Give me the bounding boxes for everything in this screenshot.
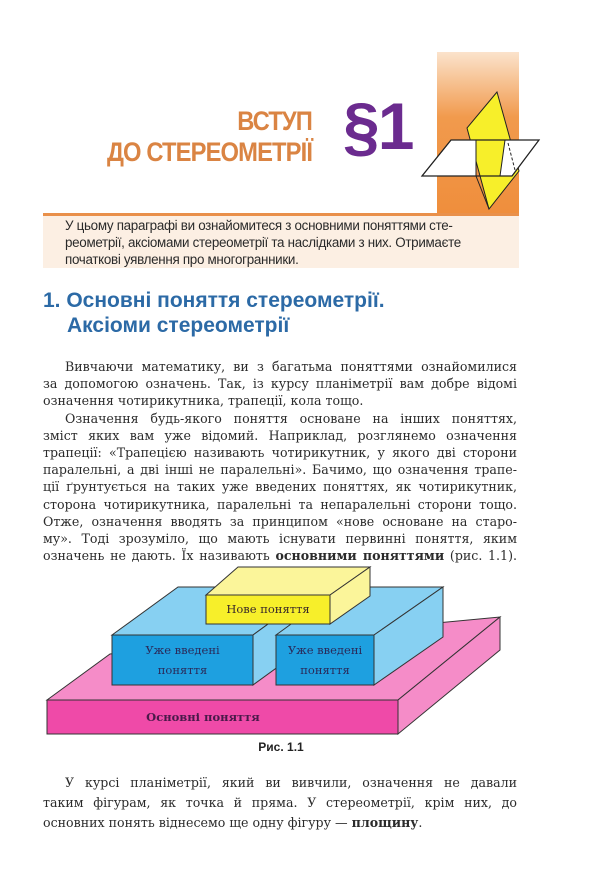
- figure-caption: Рис. 1.1: [258, 740, 304, 754]
- label-line: Уже введені: [287, 643, 363, 657]
- text-line: означення чотирикутника, трапеції, кола тощо.: [43, 393, 364, 408]
- text-line: зміст яких вам уже відомий. Наприклад, розглянемо означення: [43, 428, 517, 443]
- text-line: У курсі планіметрії, який ви вивчили, означення не давали: [65, 775, 517, 790]
- chapter-title-line2: ДО СТЕРЕОМЕТРІЇ: [106, 137, 312, 167]
- text-line: Означення будь-якого поняття основане на інших поняттях,: [65, 411, 517, 426]
- text-line: таким фігурам, як точка й пряма. У стереометрії, крім них, до: [43, 795, 517, 810]
- section-subheading: Аксіоми стереометрії: [67, 314, 290, 337]
- text-line: му». Тоді зрозуміло, що мають існувати первинні поняття, яким: [43, 531, 517, 546]
- label-basic-concepts: Основні поняття: [146, 710, 260, 724]
- label-line: поняття: [300, 663, 350, 677]
- bold-term: основними поняттями: [275, 548, 445, 563]
- intro-line: У цьому параграфі ви ознайомитеся з основними поняттями сте-: [65, 218, 453, 233]
- intro-line: реометрії, аксіомами стереометрії та наслідками з них. Отримаєте: [65, 235, 461, 250]
- text-line: трапеції: «Трапецією називають чотирикутник, у якого дві сторони: [43, 445, 517, 460]
- text-line: Вивчаючи математику, ви з багатьма поняттями ознайомилися: [65, 359, 517, 374]
- label-new-concept: Нове поняття: [226, 602, 310, 616]
- section-number: §1: [343, 89, 413, 163]
- text-span: .: [418, 815, 423, 830]
- bold-term: площину: [351, 815, 419, 830]
- text-line: паралельні, а дві інші не паралельні». Бачимо, що означення трапе-: [43, 462, 517, 477]
- section-heading: 1. Основні поняття стереометрії.: [43, 289, 385, 312]
- intro-line: початкові уявлення про многогранники.: [65, 252, 299, 267]
- text-span: основних понять віднесемо ще одну фігуру —: [43, 815, 352, 830]
- text-line: [43, 815, 517, 830]
- label-introduced-concepts-left: [112, 640, 253, 680]
- text-line: ції ґрунтується на таких уже введених поняттях, як чотирикутник,: [43, 479, 517, 494]
- text-line: сторона чотирикутника, паралельні та непаралельні сторони тощо.: [43, 497, 517, 512]
- text-line: Отже, означення вводять за принципом «нове основане на старо-: [43, 514, 517, 529]
- text-span: означень не дають. Їх називають: [43, 548, 276, 563]
- text-line: за допомогою означень. Так, із курсу планіметрії вам добре відомі: [43, 376, 517, 391]
- label-line: поняття: [157, 663, 208, 677]
- text-span: (рис. 1.1).: [444, 548, 517, 563]
- chapter-title-line1: ВСТУП: [237, 106, 312, 136]
- label-line: Уже введені: [145, 643, 220, 657]
- label-introduced-concepts-right: [276, 640, 374, 680]
